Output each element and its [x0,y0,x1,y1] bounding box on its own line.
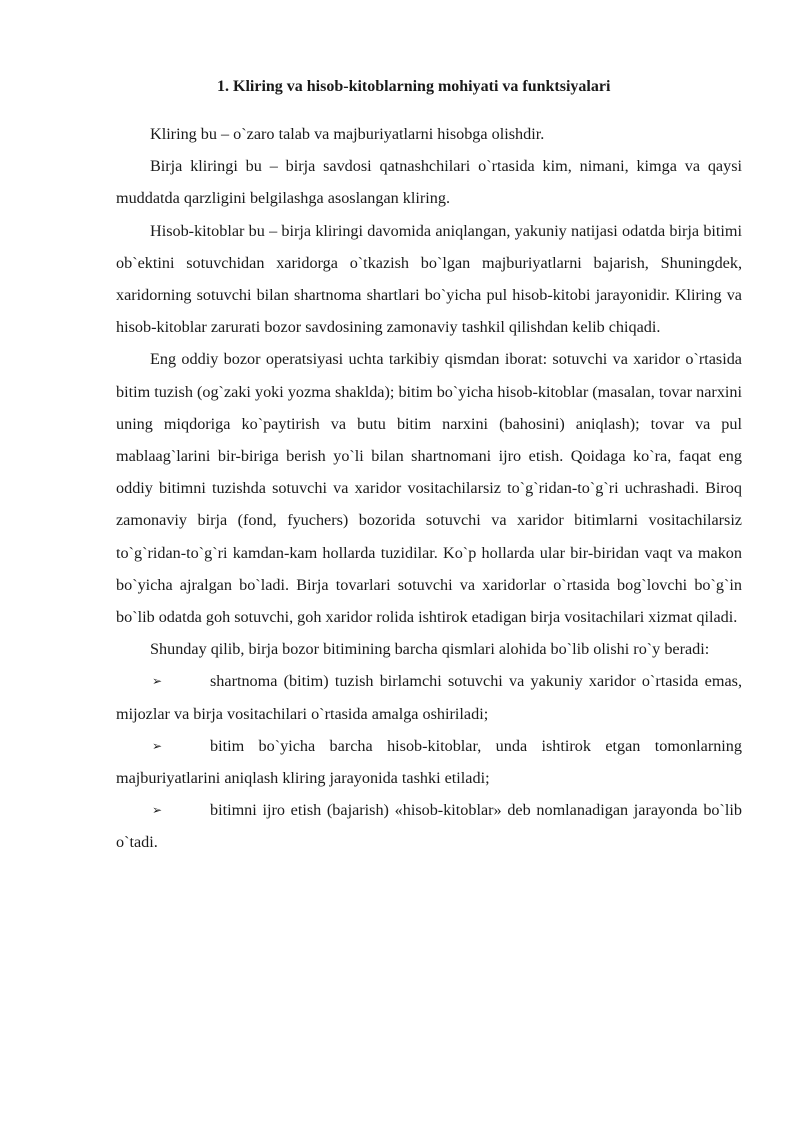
list-item-text: bitim bo`yicha barcha hisob-kitoblar, unda ishtirok etgan tomonlarning majburiyatlarini aniqlash kliring jarayonida tashki etiladi; [116,736,742,788]
paragraph-birja-kliringi: Birja kliringi bu – birja savdosi qatnashchilari o`rtasida kim, nimani, kimga va qaysi muddatda qarzligini belgilashga asoslangan kliring. [116,157,742,208]
arrow-bullet-icon: ➢ [152,738,163,753]
paragraph-shunday-qilib: Shunday qilib, birja bozor bitimining barcha qismlari alohida bo`lib olishi ro`y beradi: [150,640,710,659]
section-title: 1. Kliring va hisob-kitoblarning mohiyati va funktsiyalari [217,78,611,95]
list-item-text: shartnoma (bitim) tuzish birlamchi sotuvchi va yakuniy xaridor o`rtasida emas, mijozlar va birja vositachilari o`rtasida amalga oshiriladi; [116,672,742,723]
paragraph-bozor-operatsiyasi: Eng oddiy bozor operatsiyasi uchta tarkibiy qismdan iborat: sotuvchi va xaridor o`rtasida bitim tuzish (og`zaki yoki yozma shaklda); bitim bo`yicha hisob-kitoblar (masalan, tovar narxini uning miqdoriga ko`paytirish va butu bitim narxini (bahosini) aniqlash); tovar va pul mablaag`larini bir-biriga berish yo`li bilan shartnomani ijro etish. Qoidaga ko`ra, faqat eng oddiy bitimni tuzishda sotuvchi va xaridor vositachilarsiz to`g`ridan-to`g`ri uchrashadi. Biroq zamonaviy birja (fond, fyuchers) bozorida sotuvchi va xaridor bitimlarni vositachilarsiz to`g`ridan-to`g`ri kamdan-kam hollarda tuzidilar. Ko`p hollarda ular bir-biridan vaqt va makon bo`yicha ajralgan bo`ladi. Birja tovarlari sotuvchi va xaridorlar o`rtasida bog`lovchi bo`g`in bo`lib odatda goh sotuvchi, goh xaridor rolida ishtirok etadigan birja vositachilari xizmat qiladi. [116,350,742,627]
arrow-bullet-icon: ➢ [152,803,163,818]
arrow-bullet-icon: ➢ [152,674,163,689]
list-item [116,794,742,858]
document-page [116,74,742,859]
paragraph-hisob-kitoblar: Hisob-kitoblar bu – birja kliringi davomida aniqlangan, yakuniy natijasi odatda birja bitimi ob`ektini sotuvchidan xaridorga o`tkazish bo`lgan majburiyatlarni bajarish, Shuningdek, xaridorning sotuvchi bilan shartnoma shartlari bo`yicha pul hisob-kitobi jarayonidir. Kliring va hisob-kitoblar zarurati bozor savdosining zamonaviy tashkil qilishdan kelib chiqadi. [116,221,742,337]
list-item [116,730,742,794]
list-item [116,665,742,729]
paragraph-kliring-definition: Kliring bu – o`zaro talab va majburiyatlarni hisobga olishdir. [150,125,545,143]
list-item-text: bitimni ijro etish (bajarish) «hisob-kitoblar» deb nomlanadigan jarayonda bo`lib o`tadi. [116,801,742,852]
bullet-list [116,665,742,858]
